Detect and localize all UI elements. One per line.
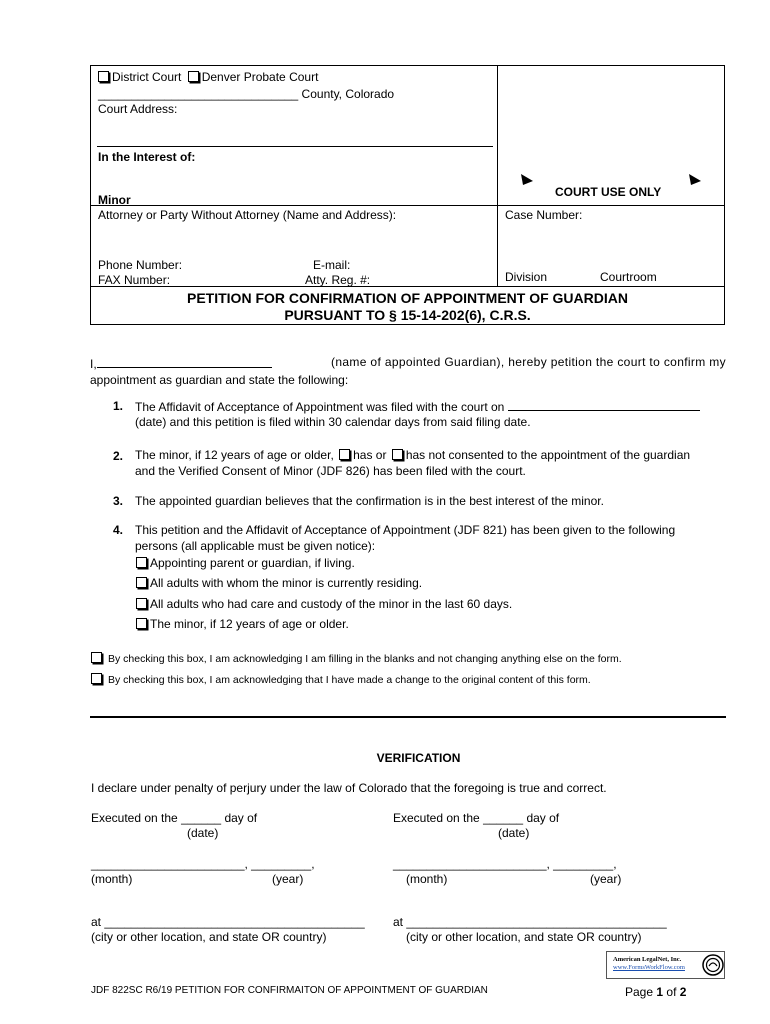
courtroom-label: Courtroom (600, 270, 657, 284)
district-court-checkbox[interactable] (98, 71, 109, 82)
caption-divider-vertical (497, 65, 498, 286)
division-label: Division (505, 270, 548, 284)
page-of: of (666, 985, 677, 999)
publisher-logo (606, 951, 725, 979)
court-address-label: Court Address: (98, 102, 178, 116)
denver-probate-label: Denver Probate Court (201, 70, 319, 84)
ack-no-changes[interactable] (91, 652, 622, 665)
court-use-only-label: COURT USE ONLY (555, 185, 662, 199)
affidavit-date-field[interactable] (508, 399, 700, 411)
ack-no-changes-label: By checking this box, I am acknowledging I am filling in the blanks and not changing anything else on the form. (108, 653, 622, 665)
notice-option-4-label: The minor, if 12 years of age or older. (150, 617, 349, 631)
district-court-label: District Court (112, 70, 182, 84)
month-left-label: (month) (91, 872, 133, 886)
has-label: has or (353, 448, 387, 462)
item-2-line1 (135, 448, 690, 462)
notice-option-3-checkbox[interactable] (136, 598, 147, 609)
denver-probate-checkbox[interactable] (188, 71, 199, 82)
notice-option-1-checkbox[interactable] (136, 557, 147, 568)
location-left-label: (city or other location, and state OR country) (91, 930, 327, 944)
item-1-line1 (135, 399, 700, 414)
page-number (625, 985, 686, 999)
notice-option-2-label: All adults with whom the minor is currently residing. (150, 576, 423, 590)
item-2-text: The minor, if 12 years of age or older, (135, 448, 334, 462)
ack-changes-made[interactable] (91, 673, 591, 686)
ack-no-changes-checkbox[interactable] (91, 652, 102, 663)
executed-right[interactable]: Executed on the ______ day of (393, 811, 560, 825)
court-selection (98, 70, 318, 84)
notice-option-2-checkbox[interactable] (136, 577, 147, 588)
left-arrow-icon (520, 172, 534, 186)
intro-line1-rest: (name of appointed Guardian), hereby petition the court to confirm my (330, 355, 726, 369)
form-id: JDF 822SC R6/19 PETITION FOR CONFIRMAITON OF APPOINTMENT OF GUARDIAN (91, 985, 488, 996)
item-1-number: 1. (113, 399, 124, 413)
date-right-label: (date) (498, 826, 530, 840)
seal-icon (702, 954, 724, 976)
has-not-label: has not consented to the appointment of the guardian (405, 448, 691, 462)
fax-label: FAX Number: (98, 273, 171, 287)
notice-option-4[interactable] (136, 617, 349, 631)
page-current: 1 (656, 985, 664, 999)
has-not-consented-checkbox[interactable] (392, 449, 403, 460)
intro-line2: appointment as guardian and state the following: (90, 373, 349, 387)
has-consented-checkbox[interactable] (339, 449, 350, 460)
date-left-label: (date) (187, 826, 219, 840)
ack-changes-made-checkbox[interactable] (91, 673, 102, 684)
county-field[interactable]: ______________________________ County, Colorado (98, 87, 395, 101)
section-divider (90, 716, 726, 718)
page-title (90, 290, 725, 323)
caption-divider-attorney (90, 205, 725, 206)
caption-divider-interest (97, 146, 493, 147)
phone-label: Phone Number: (98, 258, 183, 272)
executed-left[interactable]: Executed on the ______ day of (91, 811, 258, 825)
item-1-text: The Affidavit of Acceptance of Appointment was filed with the court on (135, 400, 505, 414)
notice-option-3[interactable] (136, 597, 512, 611)
verification-heading: VERIFICATION (376, 751, 461, 765)
item-2-number: 2. (113, 449, 124, 463)
logo-url[interactable]: www.FormsWorkFlow.com (613, 964, 685, 971)
location-left[interactable]: at _______________________________________ (91, 915, 365, 929)
caption-divider-title (90, 286, 725, 287)
location-right-label: (city or other location, and state OR country) (406, 930, 642, 944)
email-label: E-mail: (313, 258, 351, 272)
month-year-left[interactable]: _______________________, _________, (91, 857, 315, 871)
attorney-label: Attorney or Party Without Attorney (Name and Address): (98, 208, 397, 222)
item-1-line2: (date) and this petition is filed within 30 calendar days from said filing date. (135, 415, 531, 429)
year-right-label: (year) (590, 872, 622, 886)
notice-option-3-label: All adults who had care and custody of the minor in the last 60 days. (150, 597, 513, 611)
item-4-number: 4. (113, 523, 124, 537)
logo-name: American LegalNet, Inc. (613, 956, 682, 963)
case-number-label: Case Number: (505, 208, 583, 222)
notice-option-2[interactable] (136, 576, 422, 590)
month-year-right[interactable]: _______________________, _________, (393, 857, 617, 871)
page-total: 2 (679, 985, 687, 999)
month-right-label: (month) (406, 872, 448, 886)
right-arrow-icon (688, 172, 702, 186)
year-left-label: (year) (272, 872, 304, 886)
title-line-1: PETITION FOR CONFIRMATION OF APPOINTMENT OF GUARDIAN (187, 290, 628, 306)
notice-option-1[interactable] (136, 556, 355, 570)
ack-changes-made-label: By checking this box, I am acknowledging that I have made a change to the original content of this form. (108, 674, 591, 686)
item-3-line1: The appointed guardian believes that the confirmation is in the best interest of the minor. (135, 494, 604, 508)
title-line-2: PURSUANT TO § 15-14-202(6), C.R.S. (284, 307, 531, 323)
item-4-line2: persons (all applicable must be given notice): (135, 539, 376, 553)
item-3-number: 3. (113, 494, 124, 508)
item-4-line1: This petition and the Affidavit of Acceptance of Appointment (JDF 821) has been given to the following (135, 523, 676, 537)
interest-of-label: In the Interest of: (98, 150, 196, 164)
verification-declaration: I declare under penalty of perjury under the law of Colorado that the foregoing is true and correct. (91, 781, 607, 795)
notice-option-4-checkbox[interactable] (136, 618, 147, 629)
atty-reg-label: Atty. Reg. #: (305, 273, 371, 287)
minor-label: Minor (98, 193, 131, 207)
location-right[interactable]: at _______________________________________ (393, 915, 667, 929)
item-2-line2: and the Verified Consent of Minor (JDF 826) has been filed with the court. (135, 464, 526, 478)
intro-paragraph (90, 355, 726, 387)
notice-option-1-label: Appointing parent or guardian, if living. (150, 556, 355, 570)
intro-prefix: I, (90, 357, 97, 371)
page-prefix: Page (625, 985, 654, 999)
guardian-name-field[interactable] (97, 355, 272, 368)
